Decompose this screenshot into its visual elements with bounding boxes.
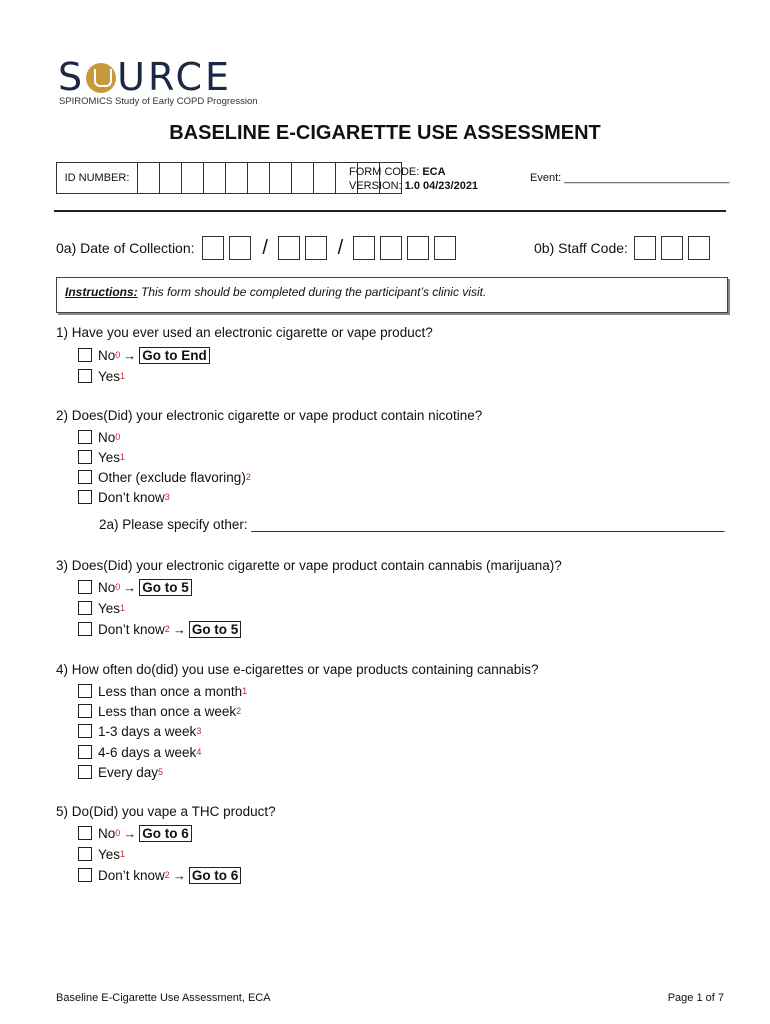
q4-option-3[interactable]: 1-3 days a week 3 xyxy=(78,722,201,740)
arrow-right-icon: → xyxy=(123,347,137,363)
q5-option-dont-know[interactable]: Don’t know 2 → Go to 6 xyxy=(78,866,241,884)
date-day-box[interactable] xyxy=(305,236,327,260)
id-digit-box[interactable] xyxy=(138,163,160,193)
version-date: 04/23/2021 xyxy=(423,180,479,192)
date-year-box[interactable] xyxy=(353,236,375,260)
footer-form-name: Baseline E-Cigarette Use Assessment, ECA xyxy=(56,992,271,1004)
logo-wordmark: S URCE xyxy=(58,55,232,99)
footer-page-number: Page 1 of 7 xyxy=(667,992,724,1004)
question-4: 4) How often do(did) you use e-cigarettes or vape products containing cannabis? xyxy=(56,662,539,677)
checkbox[interactable] xyxy=(78,601,92,615)
date-year-box[interactable] xyxy=(380,236,402,260)
skip-instruction: Go to 5 xyxy=(189,621,242,638)
id-digit-box[interactable] xyxy=(270,163,292,193)
q1-option-no[interactable]: No 0 → Go to End xyxy=(78,346,210,364)
q2-option-other[interactable]: Other (exclude flavoring) 2 xyxy=(78,468,251,486)
q3-option-no[interactable]: No 0 → Go to 5 xyxy=(78,578,192,596)
staff-code-box[interactable] xyxy=(661,236,683,260)
id-digit-box[interactable] xyxy=(182,163,204,193)
q4-option-1[interactable]: Less than once a month 1 xyxy=(78,682,247,700)
id-digit-box[interactable] xyxy=(204,163,226,193)
form-title: BASELINE E-CIGARETTE USE ASSESSMENT xyxy=(169,122,601,144)
arrow-right-icon: → xyxy=(123,579,137,595)
checkbox[interactable] xyxy=(78,369,92,383)
q5-option-no[interactable]: No 0 → Go to 6 xyxy=(78,824,192,842)
source-logo xyxy=(58,55,258,110)
date-of-collection-row xyxy=(56,236,461,260)
checkbox[interactable] xyxy=(78,490,92,504)
date-year-box[interactable] xyxy=(407,236,429,260)
date-year-box[interactable] xyxy=(434,236,456,260)
date-month-box[interactable] xyxy=(229,236,251,260)
checkbox[interactable] xyxy=(78,868,92,882)
date-month-box[interactable] xyxy=(202,236,224,260)
skip-instruction: Go to 6 xyxy=(139,825,192,842)
form-code-value: ECA xyxy=(422,166,446,178)
date-of-collection-label: 0a) Date of Collection: xyxy=(56,240,195,256)
arrow-right-icon: → xyxy=(172,621,186,637)
question-3: 3) Does(Did) your electronic cigarette or vape product contain cannabis (marijuana)? xyxy=(56,558,562,573)
checkbox[interactable] xyxy=(78,704,92,718)
q4-option-2[interactable]: Less than once a week 2 xyxy=(78,702,241,720)
id-digit-box[interactable] xyxy=(248,163,270,193)
checkbox[interactable] xyxy=(78,724,92,738)
instructions-label: Instructions: xyxy=(65,285,138,299)
skip-instruction: Go to End xyxy=(139,347,210,364)
date-separator: / xyxy=(262,236,268,259)
question-2: 2) Does(Did) your electronic cigarette or vape product contain nicotine? xyxy=(56,408,483,423)
instructions-text: This form should be completed during the participant’s clinic visit. xyxy=(137,285,487,299)
checkbox[interactable] xyxy=(78,684,92,698)
logo-subtitle: SPIROMICS Study of Early COPD Progression xyxy=(59,96,258,107)
id-digit-box[interactable] xyxy=(226,163,248,193)
q2-option-yes[interactable]: Yes 1 xyxy=(78,448,125,466)
date-day-box[interactable] xyxy=(278,236,300,260)
checkbox[interactable] xyxy=(78,765,92,779)
checkbox[interactable] xyxy=(78,745,92,759)
q4-option-5[interactable]: Every day 5 xyxy=(78,763,163,781)
q2-option-no[interactable]: No 0 xyxy=(78,428,120,446)
question-1: 1) Have you ever used an electronic cigarette or vape product? xyxy=(56,325,433,340)
checkbox[interactable] xyxy=(78,847,92,861)
q4-option-4[interactable]: 4-6 days a week 4 xyxy=(78,743,201,761)
version-value: 1.0 xyxy=(404,180,420,192)
checkbox[interactable] xyxy=(78,826,92,840)
instructions-box xyxy=(56,277,728,313)
version-label: VERSION: xyxy=(349,180,402,192)
arrow-right-icon: → xyxy=(123,825,137,841)
checkbox[interactable] xyxy=(78,430,92,444)
arrow-right-icon: → xyxy=(172,867,186,883)
skip-instruction: Go to 6 xyxy=(189,867,242,884)
checkbox[interactable] xyxy=(78,622,92,636)
q5-option-yes[interactable]: Yes 1 xyxy=(78,845,125,863)
question-5: 5) Do(Did) you vape a THC product? xyxy=(56,804,276,819)
checkbox[interactable] xyxy=(78,450,92,464)
q1-option-yes[interactable]: Yes 1 xyxy=(78,367,125,385)
skip-instruction: Go to 5 xyxy=(139,579,192,596)
staff-code-label: 0b) Staff Code: xyxy=(534,240,628,256)
form-code-block xyxy=(349,165,478,193)
staff-code-row xyxy=(534,236,715,260)
staff-code-box[interactable] xyxy=(634,236,656,260)
id-digit-box[interactable] xyxy=(314,163,336,193)
form-code-label: FORM CODE: xyxy=(349,166,420,178)
id-digit-box[interactable] xyxy=(292,163,314,193)
q2a-specify-other-field[interactable]: 2a) Please specify other: _______________________________________________________________ xyxy=(99,517,725,532)
lungs-icon xyxy=(86,63,116,93)
event-field[interactable]: Event: ___________________________ xyxy=(530,172,730,184)
q3-option-dont-know[interactable]: Don’t know 2 → Go to 5 xyxy=(78,620,241,638)
checkbox[interactable] xyxy=(78,470,92,484)
staff-code-box[interactable] xyxy=(688,236,710,260)
header-divider xyxy=(54,210,726,212)
q3-option-yes[interactable]: Yes 1 xyxy=(78,599,125,617)
checkbox[interactable] xyxy=(78,580,92,594)
id-number-label: ID NUMBER: xyxy=(57,163,138,193)
q2-option-dont-know[interactable]: Don’t know 3 xyxy=(78,488,170,506)
date-separator: / xyxy=(337,236,344,259)
id-digit-box[interactable] xyxy=(160,163,182,193)
checkbox[interactable] xyxy=(78,348,92,362)
